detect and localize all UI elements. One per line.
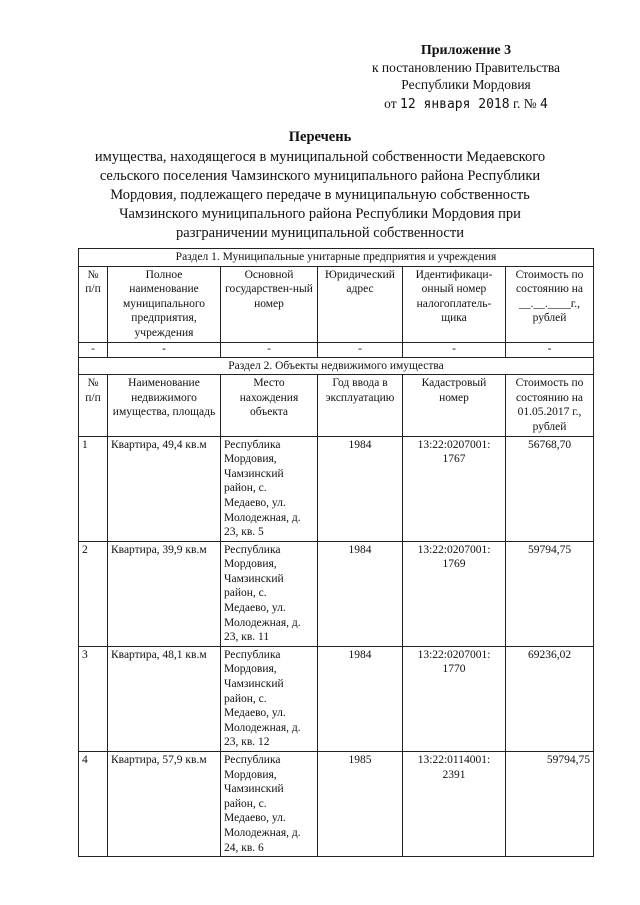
appendix-line-1: к постановлению Правительства — [371, 60, 561, 75]
s1-header-address: Юридический адрес — [318, 266, 403, 342]
section-1-header-row — [79, 266, 594, 342]
commission-year: 1984 — [318, 646, 403, 751]
cadastral-number: 13:22:0114001: 2391 — [403, 752, 506, 857]
commission-year: 1984 — [318, 541, 403, 646]
property-location: Республика Мордовия, Чамзинский район, с. Медаево, ул. Молодежная, д. 23, кв. 12 — [221, 646, 318, 751]
decree-number: 4 — [540, 97, 548, 112]
title-main: Перечень — [288, 129, 352, 145]
cadastral-number: 13:22:0207001: 1770 — [403, 646, 506, 751]
section-2-title: Раздел 2. Объекты недвижимого имущества — [79, 357, 594, 375]
property-name: Квартира, 49,4 кв.м — [108, 436, 221, 541]
property-name: Квартира, 39,9 кв.м — [108, 541, 221, 646]
section-1-title-row — [79, 249, 594, 267]
date-prefix: от — [384, 96, 397, 111]
property-location: Республика Мордовия, Чамзинский район, с. Медаево, ул. Молодежная, д. 23, кв. 11 — [221, 541, 318, 646]
s1-header-inn: Идентификаци-онный номер налогоплатель-щика — [403, 266, 506, 342]
row-number: 1 — [79, 436, 108, 541]
row-number: 3 — [79, 646, 108, 751]
s1-header-num: № п/п — [79, 266, 108, 342]
table-cell: - — [403, 342, 506, 357]
commission-year: 1984 — [318, 436, 403, 541]
s2-header-cadastral: Кадастровый номер — [403, 375, 506, 436]
s1-header-cost: Стоимость по состоянию на __.__.____г., рублей — [506, 266, 594, 342]
table-row — [79, 646, 594, 751]
date-suffix: г. № — [512, 96, 537, 111]
table-row — [79, 541, 594, 646]
row-number: 4 — [79, 752, 108, 857]
date-value: 12 января 2018 — [400, 97, 510, 112]
title-line-3: Мордовия, подлежащего передаче в муниципальную собственность — [110, 187, 530, 203]
appendix-date-line — [346, 95, 586, 113]
s2-header-cost: Стоимость по состоянию на 01.05.2017 г., рублей — [506, 375, 594, 436]
appendix-title: Приложение 3 — [420, 43, 512, 58]
appendix-line-2: Республики Мордовия — [401, 77, 531, 92]
table-cell: - — [79, 342, 108, 357]
s2-header-place: Место нахождения объекта — [221, 375, 318, 436]
row-number: 2 — [79, 541, 108, 646]
section-1-title: Раздел 1. Муниципальные унитарные предприятия и учреждения — [79, 249, 594, 267]
cadastral-number: 13:22:0207001: 1769 — [403, 541, 506, 646]
title-line-2: сельского поселения Чамзинского муниципального района Республики — [99, 168, 541, 184]
table-cell: - — [318, 342, 403, 357]
table-cell: - — [506, 342, 594, 357]
table-cell: - — [108, 342, 221, 357]
table-row — [79, 436, 594, 541]
property-name: Квартира, 48,1 кв.м — [108, 646, 221, 751]
s1-header-name: Полное наименование муниципального предприятия, учреждения — [108, 266, 221, 342]
property-table — [78, 248, 594, 857]
title-line-4: Чамзинского муниципального района Республики Мордовия при — [119, 206, 521, 222]
s1-header-ogrn: Основной государствен-ный номер — [221, 266, 318, 342]
s2-header-name: Наименование недвижимого имущества, площадь — [108, 375, 221, 436]
property-cost: 59794,75 — [506, 541, 594, 646]
section-2-title-row — [79, 357, 594, 375]
appendix-header — [346, 42, 586, 113]
property-location: Республика Мордовия, Чамзинский район, с. Медаево, ул. Молодежная, д. 24, кв. 6 — [221, 752, 318, 857]
property-cost: 69236,02 — [506, 646, 594, 751]
title-line-5: разграничении муниципальной собственности — [176, 225, 464, 241]
property-cost: 56768,70 — [506, 436, 594, 541]
cadastral-number: 13:22:0207001: 1767 — [403, 436, 506, 541]
s2-header-num: № п/п — [79, 375, 108, 436]
title-line-1: имущества, находящегося в муниципальной собственности Медаевского — [94, 149, 546, 165]
property-name: Квартира, 57,9 кв.м — [108, 752, 221, 857]
document-title — [70, 128, 570, 243]
table-cell: - — [221, 342, 318, 357]
commission-year: 1985 — [318, 752, 403, 857]
section-1-empty-row — [79, 342, 594, 357]
s2-header-year: Год ввода в эксплуатацию — [318, 375, 403, 436]
property-location: Республика Мордовия, Чамзинский район, с. Медаево, ул. Молодежная, д. 23, кв. 5 — [221, 436, 318, 541]
property-cost: 59794,75 — [506, 752, 594, 857]
section-2-header-row — [79, 375, 594, 436]
table-row — [79, 752, 594, 857]
